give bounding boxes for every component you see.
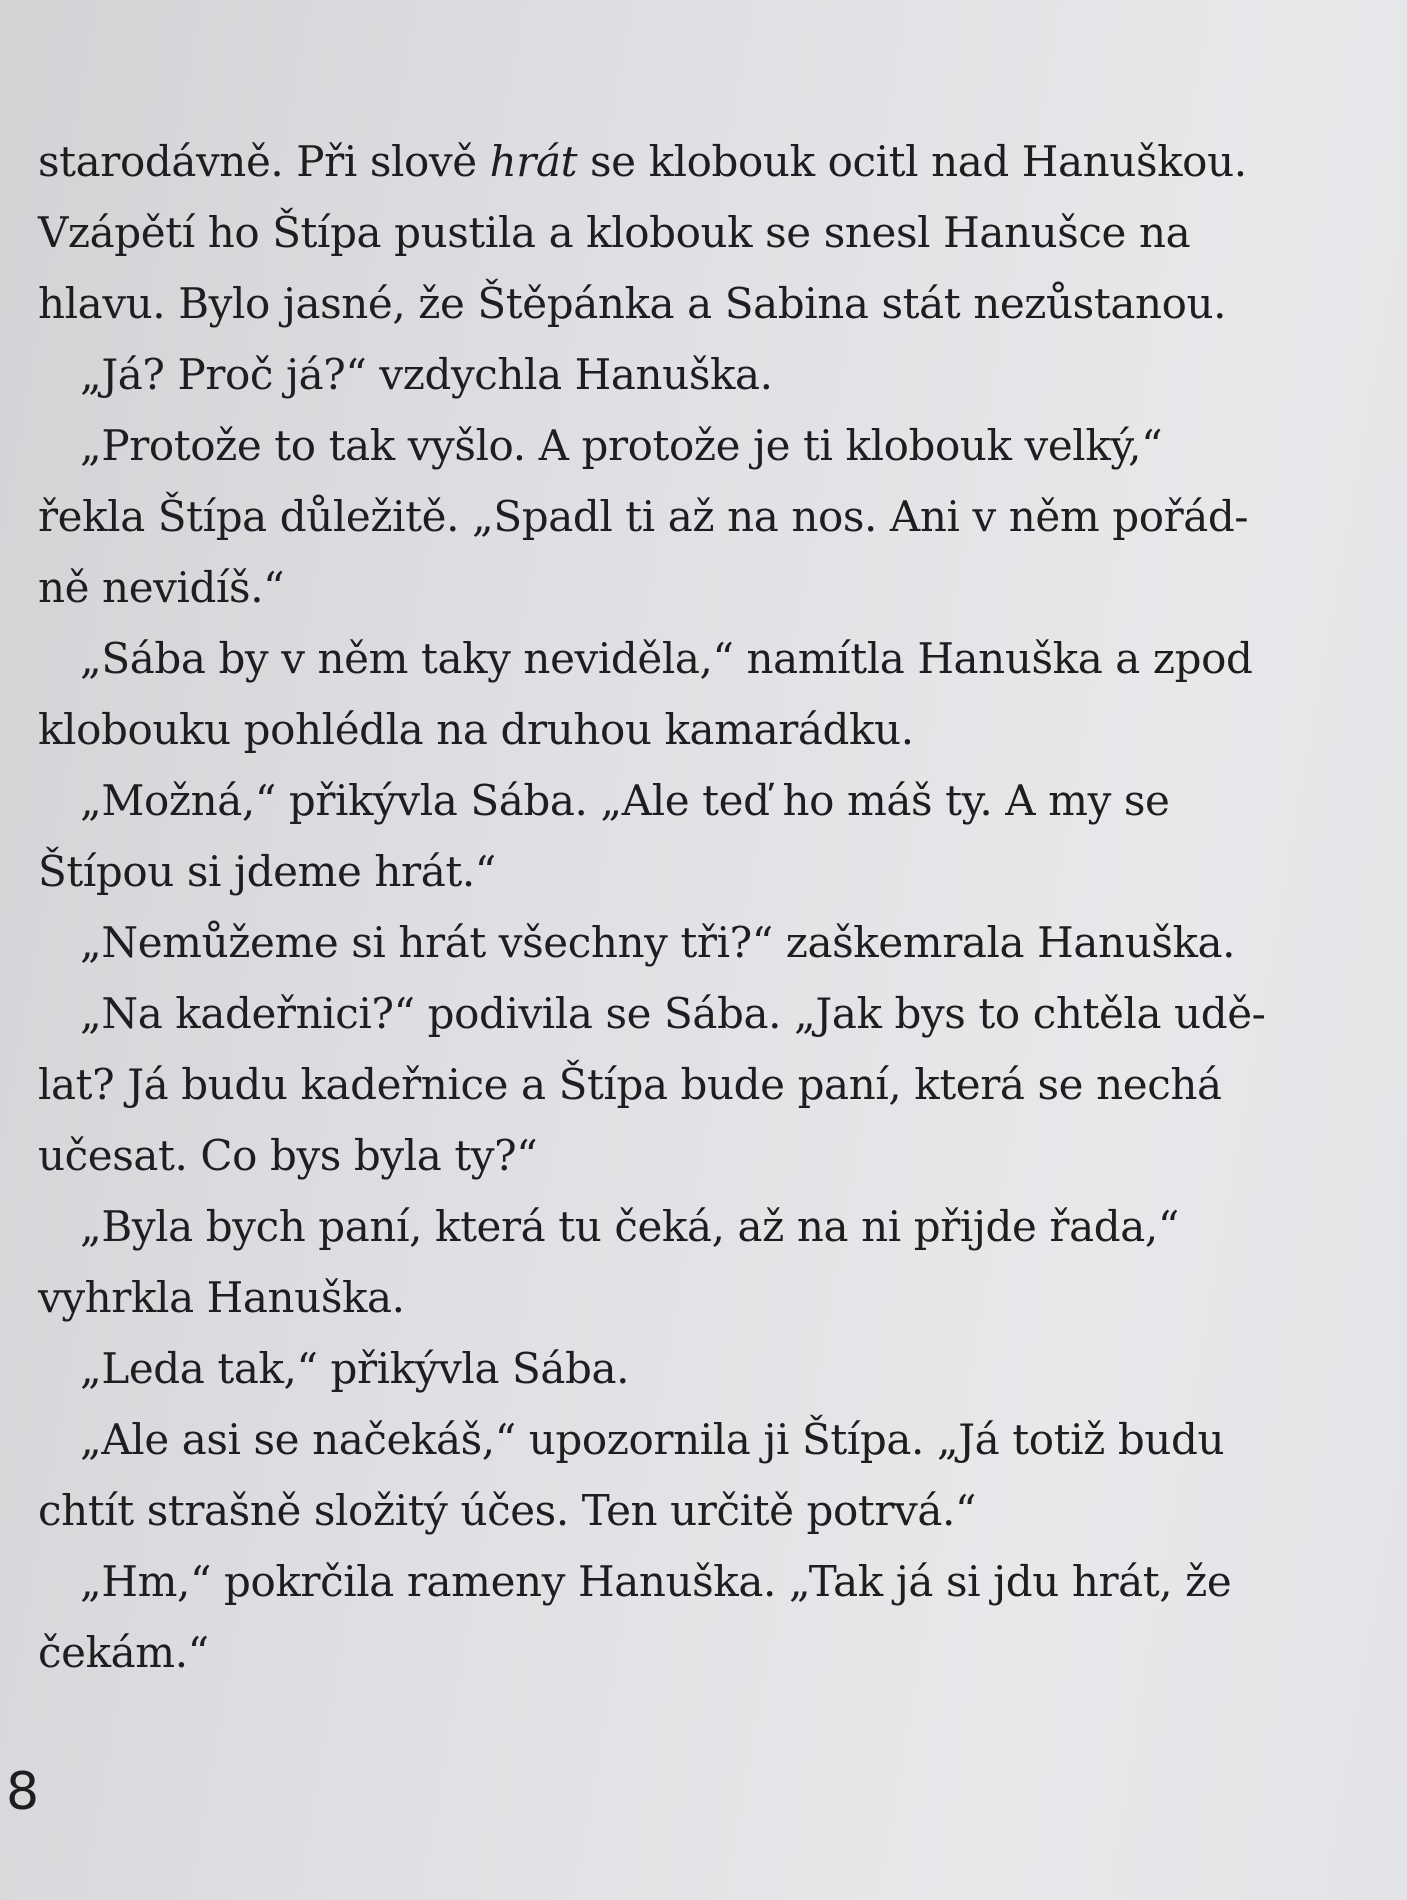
body-text (38, 126, 1318, 1688)
paragraph (38, 907, 1318, 978)
text-line (38, 623, 1318, 694)
text-segment: řekla Štípa důležitě. „Spadl ti až na nos. Ani v něm pořád- (38, 492, 1249, 541)
paragraph (38, 1191, 1318, 1333)
text-segment: hlavu. Bylo jasné, že Štěpánka a Sabina stát nezůstanou. (38, 279, 1227, 328)
text-line (38, 1049, 1318, 1120)
paragraph (38, 978, 1318, 1191)
text-line (38, 1546, 1318, 1617)
text-line (38, 481, 1318, 552)
text-segment: „Protože to tak vyšlo. A protože je ti klobouk velký,“ (80, 421, 1163, 470)
text-segment: „Leda tak,“ přikývla Sába. (80, 1344, 630, 1393)
text-line (38, 1617, 1318, 1688)
text-line (38, 410, 1318, 481)
text-segment: lat? Já budu kadeřnice a Štípa bude paní, která se nechá (38, 1060, 1222, 1109)
text-line (38, 126, 1318, 197)
paragraph (38, 410, 1318, 623)
paragraph (38, 1404, 1318, 1546)
text-segment: chtít strašně složitý účes. Ten určitě potrvá.“ (38, 1486, 977, 1535)
paragraph (38, 1333, 1318, 1404)
text-line (38, 1475, 1318, 1546)
text-segment: „Hm,“ pokrčila rameny Hanuška. „Tak já si jdu hrát, že (80, 1557, 1232, 1606)
text-line (38, 1191, 1318, 1262)
text-segment: „Sába by v něm taky neviděla,“ namítla Hanuška a zpod (80, 634, 1253, 683)
paragraph (38, 623, 1318, 765)
text-segment: starodávně. Při slově (38, 137, 490, 186)
text-line (38, 1404, 1318, 1475)
paragraph (38, 1546, 1318, 1688)
text-line (38, 765, 1318, 836)
text-segment: „Já? Proč já?“ vzdychla Hanuška. (80, 350, 773, 399)
text-segment: se klobouk ocitl nad Hanuškou. (577, 137, 1247, 186)
paragraph (38, 339, 1318, 410)
text-line (38, 694, 1318, 765)
text-line (38, 197, 1318, 268)
text-line (38, 836, 1318, 907)
text-segment: ně nevidíš.“ (38, 563, 285, 612)
text-line (38, 978, 1318, 1049)
page-number: 8 (6, 1762, 40, 1822)
text-segment: „Ale asi se načekáš,“ upozornila ji Štípa. „Já totiž budu (80, 1415, 1225, 1464)
text-line (38, 1262, 1318, 1333)
text-line (38, 1333, 1318, 1404)
text-line (38, 552, 1318, 623)
text-segment: „Možná,“ přikývla Sába. „Ale teď ho máš ty. A my se (80, 776, 1170, 825)
emphasized-word: hrát (489, 137, 578, 186)
text-segment: Vzápětí ho Štípa pustila a klobouk se snesl Hanušce na (38, 208, 1191, 257)
text-segment: klobouku pohlédla na druhou kamarádku. (38, 705, 914, 754)
text-segment: „Byla bych paní, která tu čeká, až na ni přijde řada,“ (80, 1202, 1179, 1251)
text-line (38, 339, 1318, 410)
text-line (38, 907, 1318, 978)
text-segment: učesat. Co bys byla ty?“ (38, 1131, 538, 1180)
paragraph (38, 126, 1318, 339)
text-line (38, 1120, 1318, 1191)
text-segment: „Na kadeřnici?“ podivila se Sába. „Jak bys to chtěla udě- (80, 989, 1266, 1038)
text-segment: vyhrkla Hanuška. (38, 1273, 405, 1322)
text-segment: čekám.“ (38, 1628, 209, 1677)
text-line (38, 268, 1318, 339)
text-segment: Štípou si jdeme hrát.“ (38, 847, 496, 896)
text-segment: „Nemůžeme si hrát všechny tři?“ zaškemrala Hanuška. (80, 918, 1236, 967)
paragraph (38, 765, 1318, 907)
